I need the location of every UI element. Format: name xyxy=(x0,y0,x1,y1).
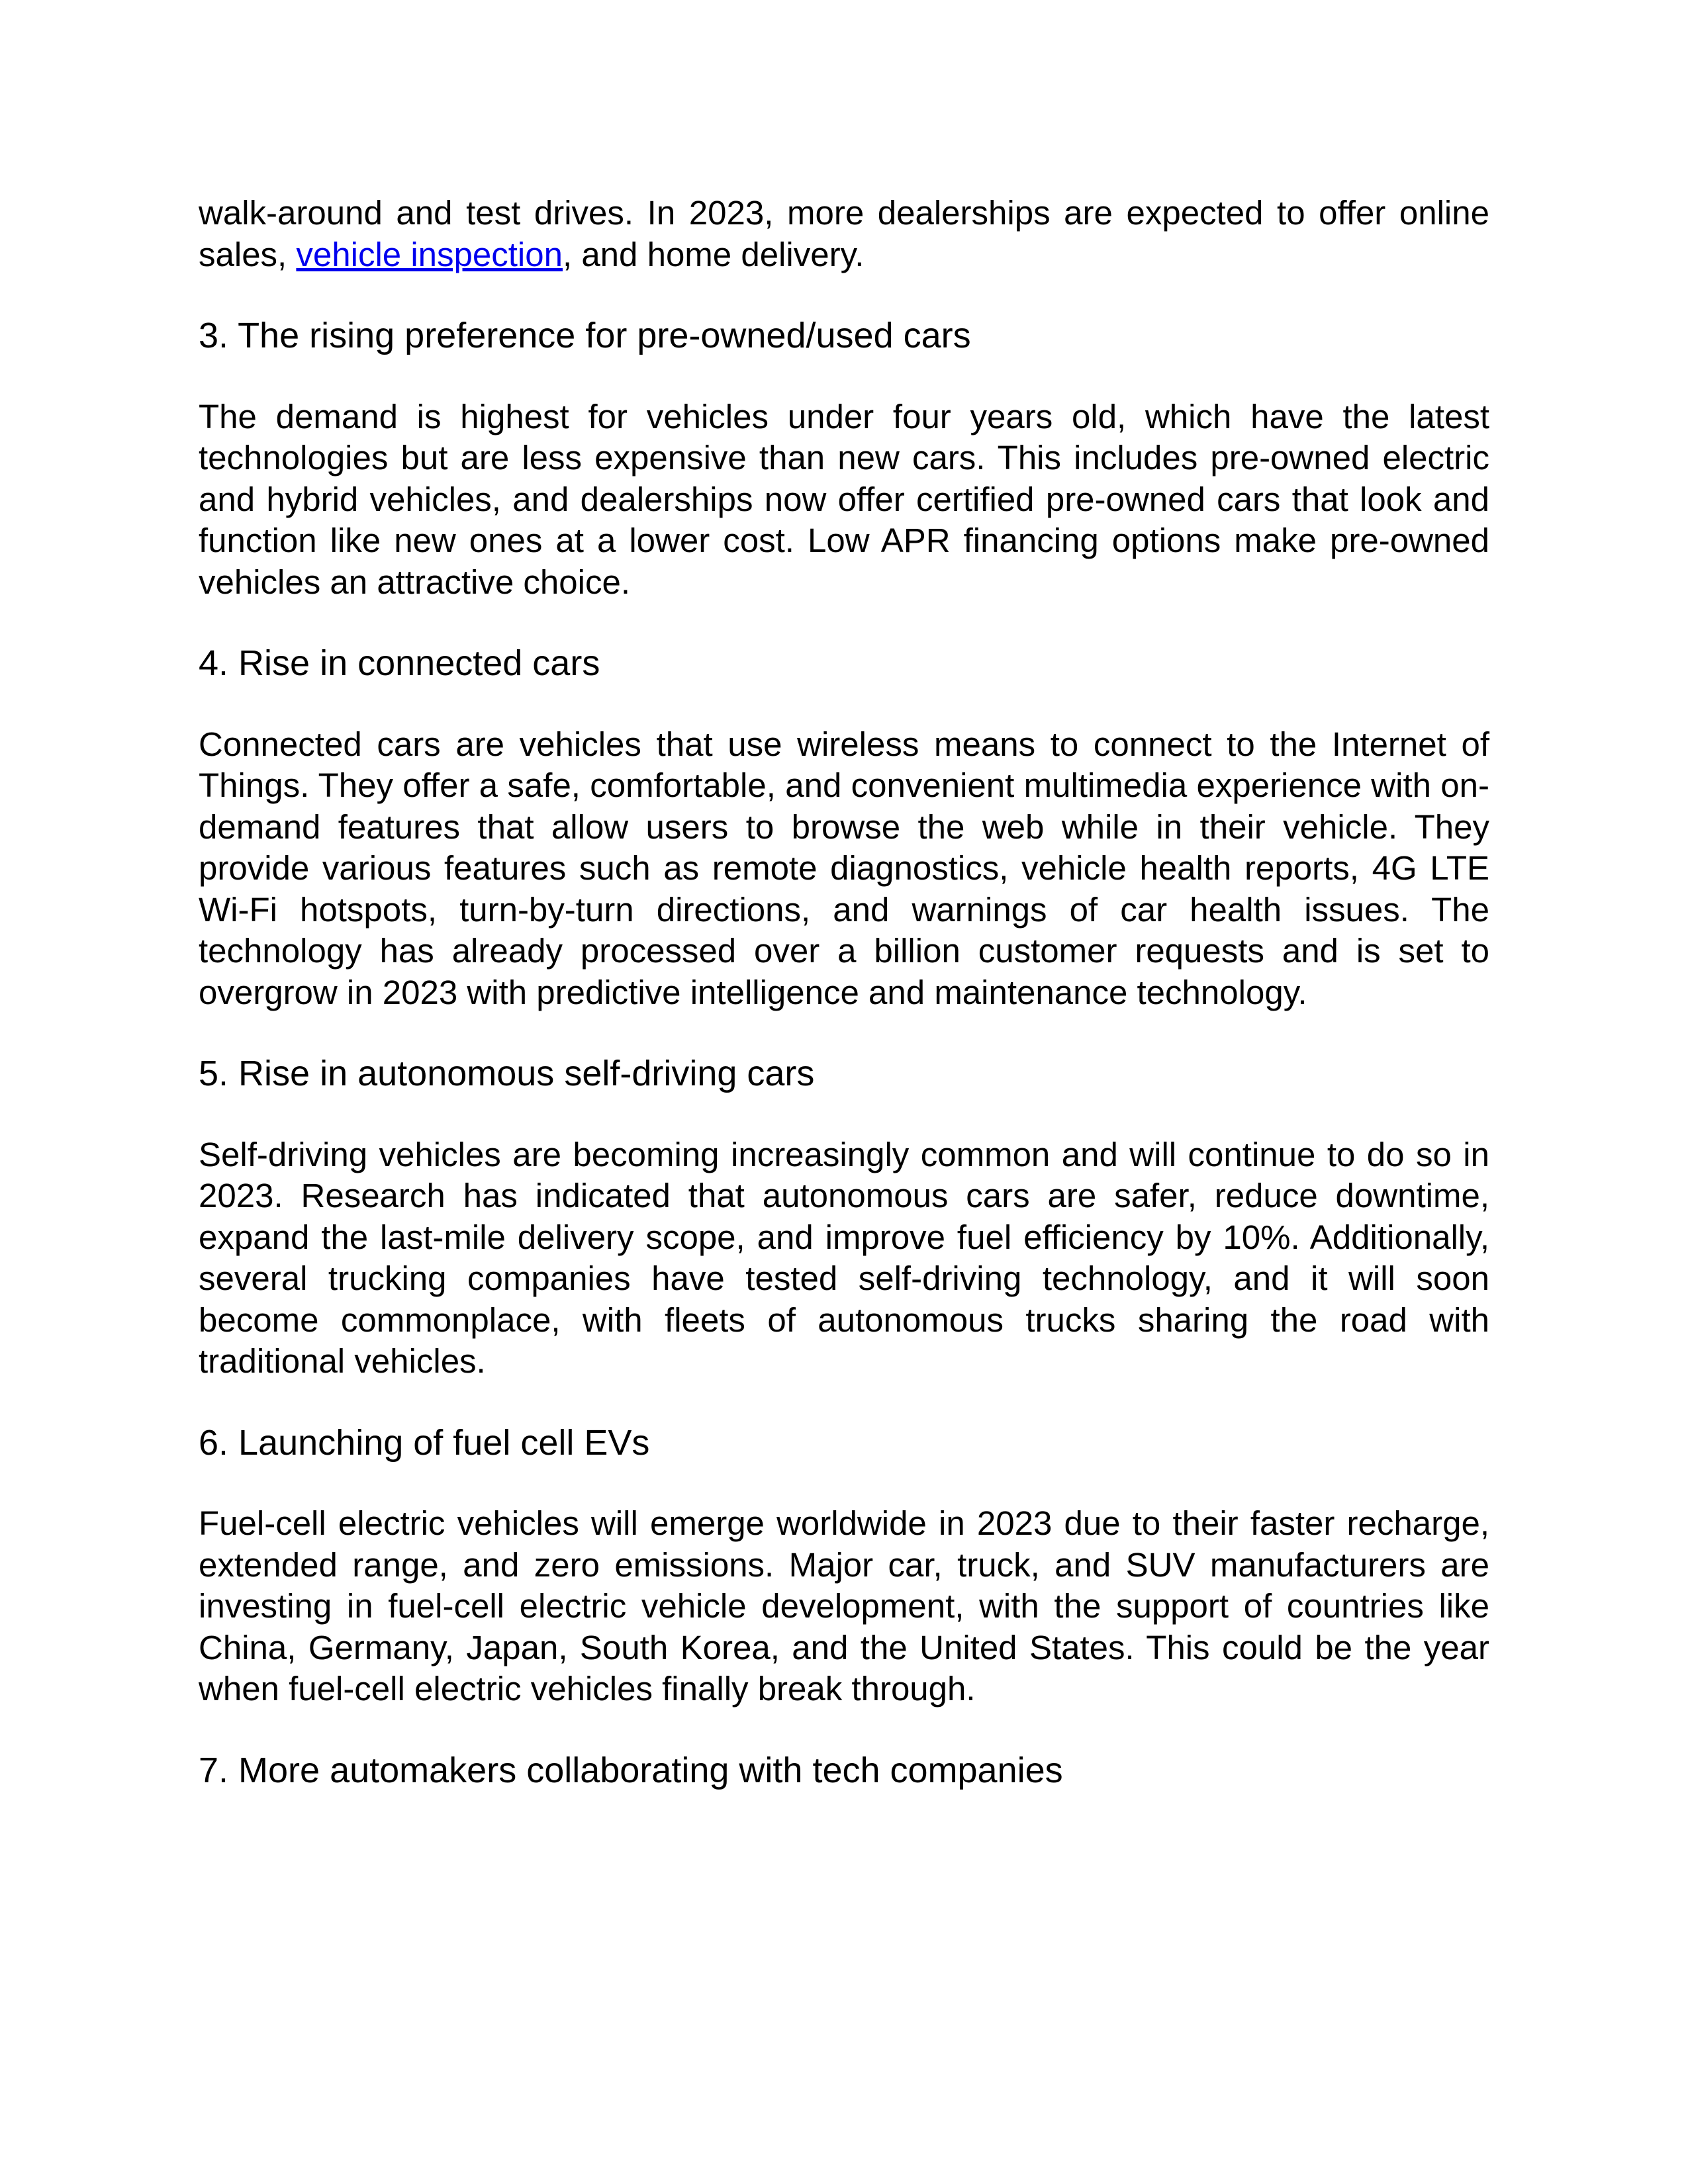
section-3-body: The demand is highest for vehicles under four years old, which have the latest technologies but are less expensive than new cars. This includes pre-owned electric and hybrid vehicles, and dealerships now offer certified pre-owned cars that look and function like new ones at a lower cost. Low APR financing options make pre-owned vehicles an attractive choice. xyxy=(199,397,1489,601)
section-6-body: Fuel-cell electric vehicles will emerge worldwide in 2023 due to their faster recharge, extended range, and zero emissions. Major car, truck, and SUV manufacturers are investing in fuel-cell electric vehicle development, with the support of countries like China, Germany, Japan, South Korea, and the United States. This could be the year when fuel-cell electric vehicles finally break through. xyxy=(199,1504,1489,1707)
section-5-heading: 5. Rise in autonomous self-driving cars xyxy=(199,1054,815,1093)
document-page xyxy=(199,193,1489,1831)
section-3-heading: 3. The rising preference for pre-owned/used cars xyxy=(199,316,971,355)
intro-text-after-link: , and home delivery. xyxy=(562,235,865,273)
section-4-body: Connected cars are vehicles that use wireless means to connect to the Internet of Things. They offer a safe, comfortable, and convenient multimedia experience with on-demand features that allow users to browse the web while in their vehicle. They provide various features such as remote diagnostics, vehicle health reports, 4G LTE Wi-Fi hotspots, turn-by-turn directions, and warnings of car health issues. The technology has already processed over a billion customer requests and is set to overgrow in 2023 with predictive intelligence and maintenance technology. xyxy=(199,725,1489,1011)
intro-paragraph xyxy=(199,193,1489,275)
section-6-heading: 6. Launching of fuel cell EVs xyxy=(199,1422,650,1463)
section-5-body: Self-driving vehicles are becoming increasingly common and will continue to do so in 2023. Research has indicated that autonomous cars are safer, reduce downtime, expand the last-mile delivery scope, and improve fuel efficiency by 10%. Additionally, several trucking companies have tested self-driving technology, and it will soon become commonplace, with fleets of autonomous trucks sharing the road with traditional vehicles. xyxy=(199,1135,1489,1380)
intro-text-before-link: walk-around and test drives. In 2023, more dealerships are expected to offer online sales, xyxy=(199,194,1489,273)
vehicle-inspection-link[interactable]: vehicle inspection xyxy=(296,235,563,273)
section-7-heading: 7. More automakers collaborating with tech companies xyxy=(199,1750,1063,1790)
section-4-heading: 4. Rise in connected cars xyxy=(199,643,600,683)
